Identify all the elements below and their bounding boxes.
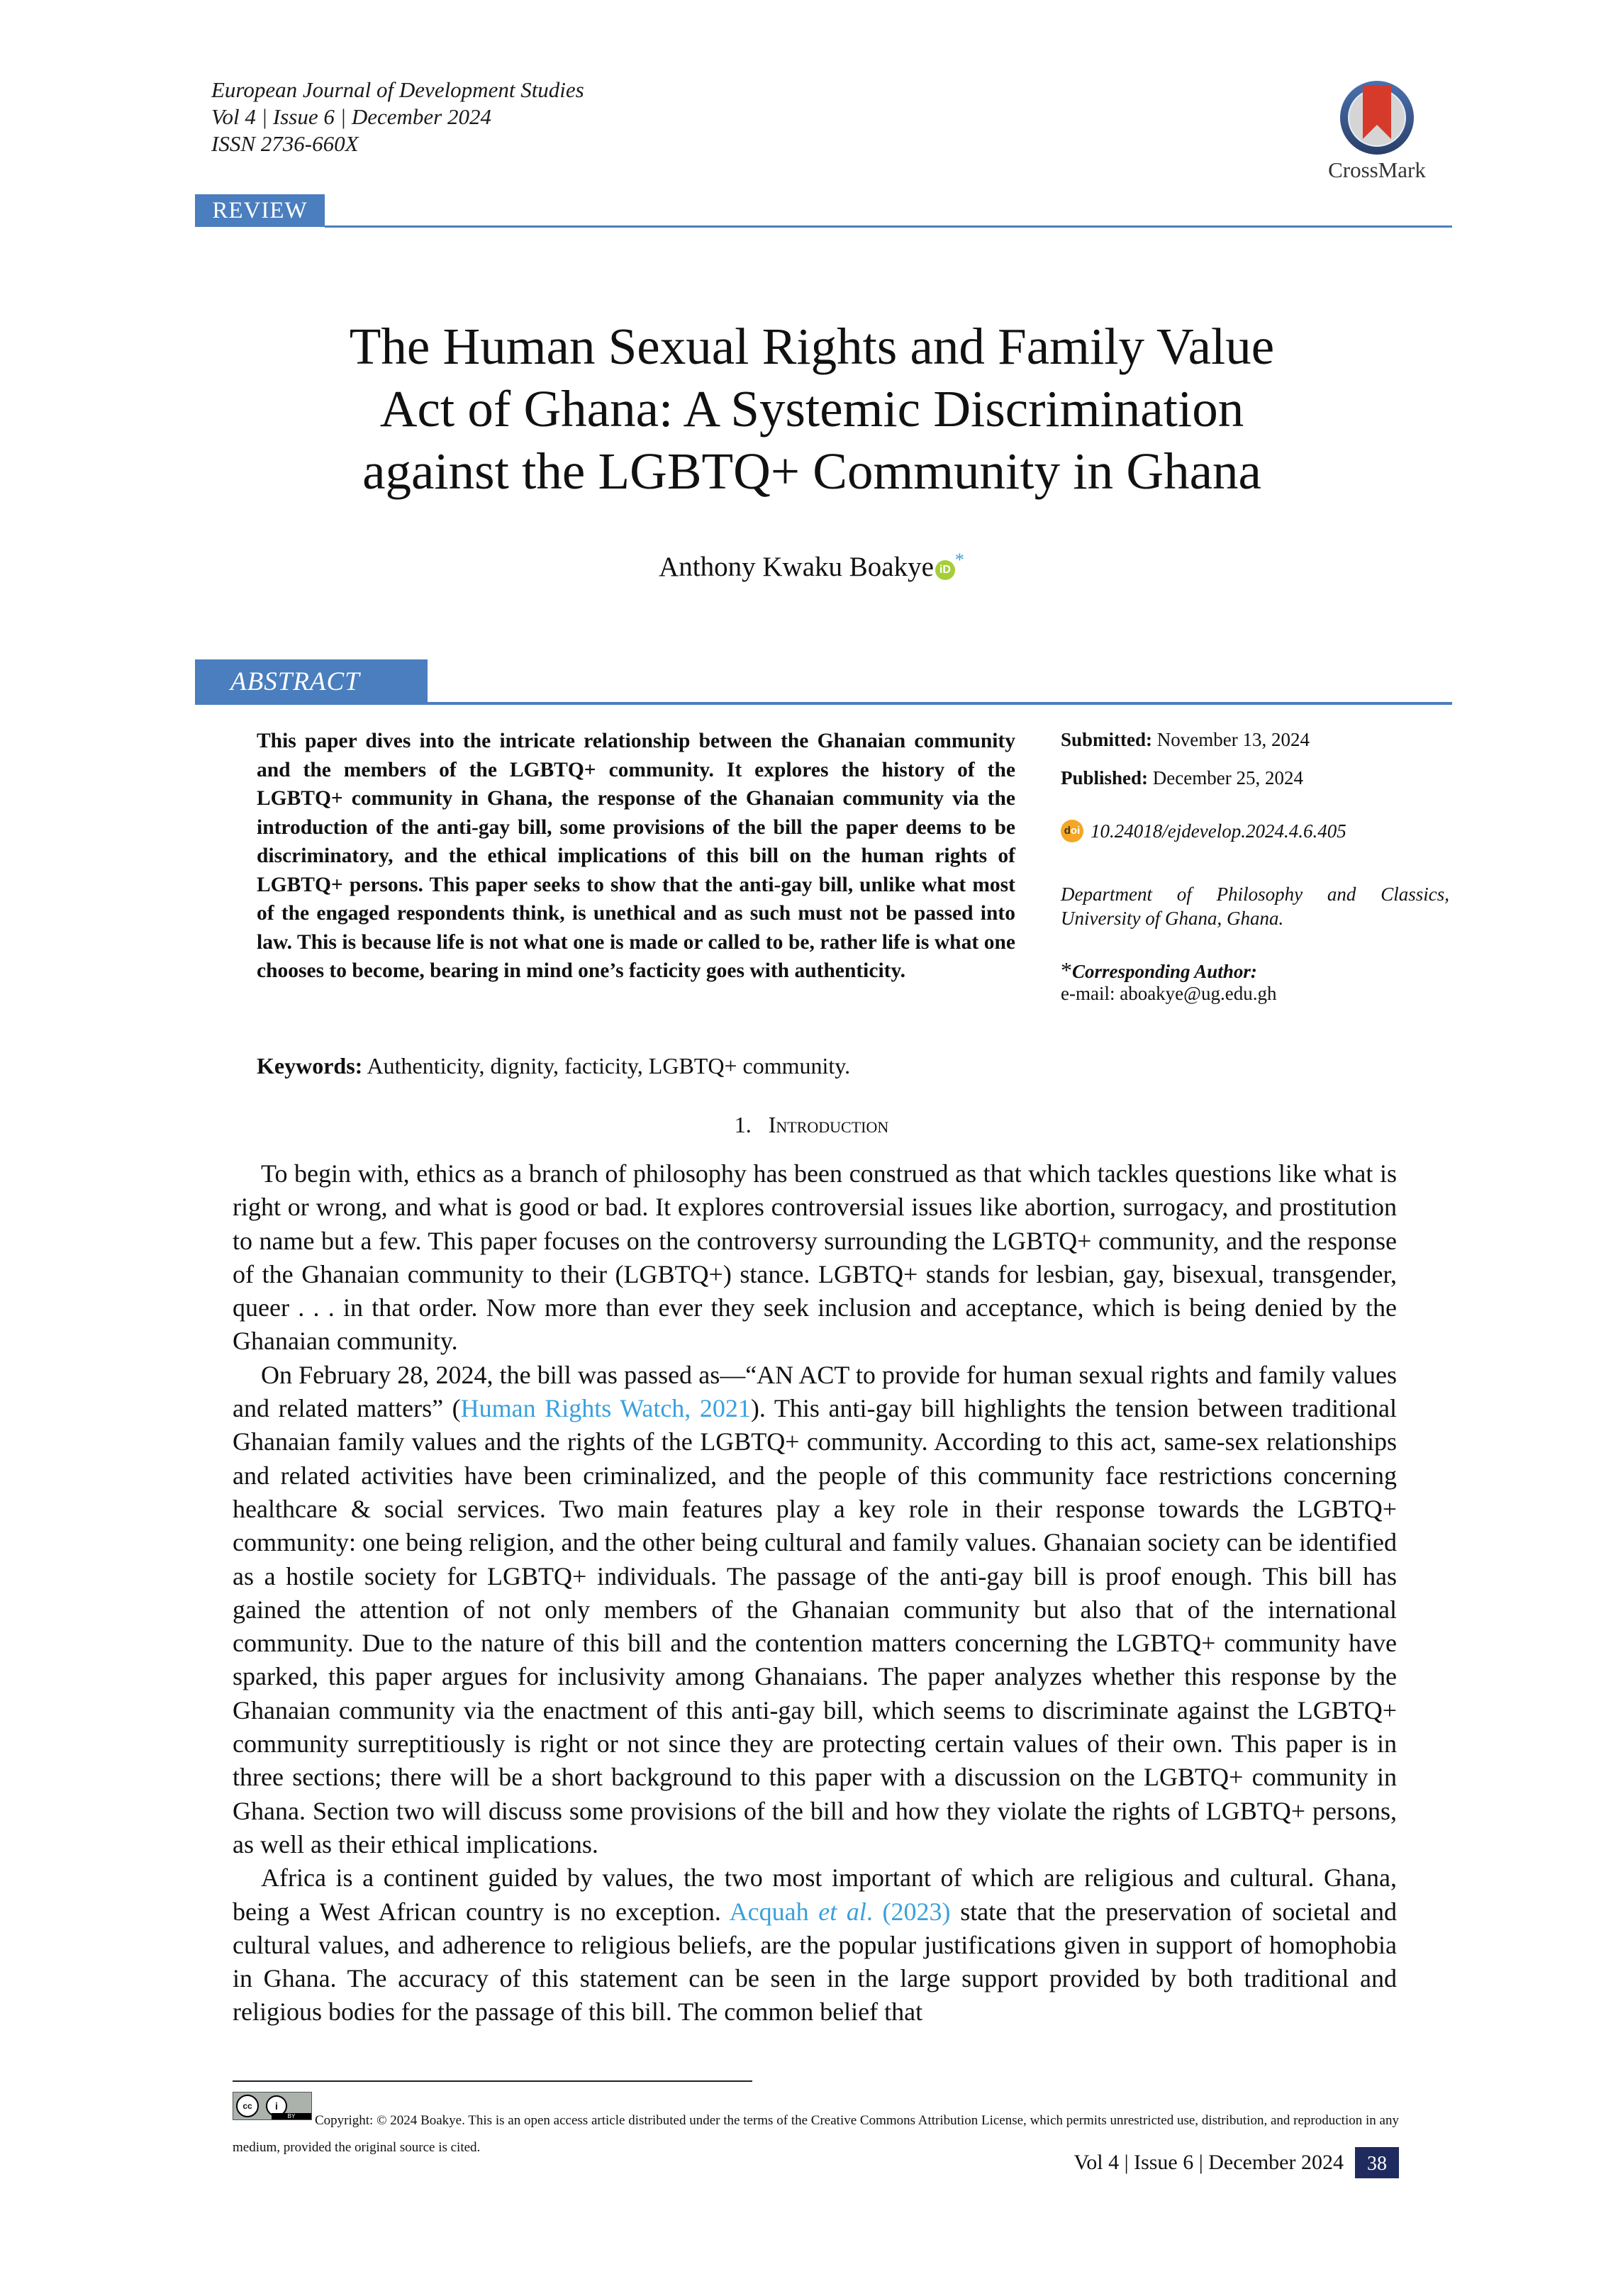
published-row	[1061, 767, 1303, 789]
keywords	[257, 1053, 850, 1079]
paragraph-text: state that the preservation of societal and cultural values, and adherence to religious beliefs, are the popular justifications given in support of homophobia in Ghana. The accuracy of this statement can be seen in the large support provided by both traditional and religious bodies for the passage of this bill. The common belief that	[233, 1897, 1397, 2027]
cc-icon: cc	[236, 2095, 259, 2117]
corresponding-label: Corresponding Author:	[1072, 961, 1257, 982]
paragraph-text: Africa is a continent guided by values, the two most important of which are religious and cultural. Ghana, being a West African country is no exception.	[233, 1863, 1397, 1926]
journal-name: European Journal of Development Studies	[211, 77, 584, 102]
paragraph	[233, 1359, 1397, 1861]
header-divider	[325, 225, 1452, 228]
doi-row[interactable]	[1061, 820, 1346, 842]
paragraph-text: ). This anti-gay bill highlights the tension between traditional Ghanaian family values and the rights of the LGBTQ+ community. According to this act, same-sex relationships and related activities have been criminalized, and the people of this community face restrictions concerning healthcare & social services. Two main features play a key role in their response towards the LGBTQ+ community: one being religion, and the other being cultural and family values. Ghanaian society can be identified as a hostile society for LGBTQ+ individuals. The passage of the anti-gay bill is proof enough. This bill has gained the attention of not only members of the Ghanaian community but also that of the international community. Due to the nature of this bill and the contention matters concerning the LGBTQ+ community have sparked, this paper argues for inclusivity among Ghanaians. The paper analyzes whether this response by the Ghanaian community via the enactment of this anti-gay bill, which seems to discriminate against the LGBTQ+ community surreptitiously is right or not since they are protecting certain values of their own. This paper is in three sections; there will be a short background to this paper with a discussion on the LGBTQ+ community in Ghana. Section two will discuss some provisions of the bill and how they violate the rights of LGBTQ+ persons, as well as their ethical implications.	[233, 1394, 1397, 1858]
keywords-text: Authenticity, dignity, facticity, LGBTQ+ community.	[367, 1053, 851, 1079]
paragraph: To begin with, ethics as a branch of philosophy has been construed as that which tackles questions like what is right or wrong, and what is good or bad. It explores controversial issues like abortion, surrogacy, and prostitution to name but a few. This paper focuses on the controversy surrounding the LGBTQ+ community, and the response of the Ghanaian community to their (LGBTQ+) stance. LGBTQ+ stands for lesbian, gay, bisexual, transgender, queer . . . in that order. Now more than ever they seek inclusion and acceptance, which is being denied by the Ghanaian community.	[233, 1159, 1397, 1356]
title-line: against the LGBTQ+ Community in Ghana	[362, 442, 1261, 500]
asterisk-marker: *	[1061, 957, 1072, 983]
page-footer	[1073, 2147, 1399, 2178]
title-line: Act of Ghana: A Systemic Discrimination	[379, 380, 1244, 438]
footnote-divider	[233, 2080, 752, 2082]
author-line	[0, 550, 1623, 583]
keywords-label: Keywords:	[257, 1053, 363, 1079]
corresponding-author-label	[1061, 957, 1257, 983]
attribution-icon: i	[266, 2095, 287, 2117]
footer-issue: Vol 4 | Issue 6 | December 2024	[1073, 2151, 1344, 2174]
body-text	[233, 1157, 1397, 2029]
section-heading-introduction	[0, 1112, 1623, 1138]
citation-etal: et al	[818, 1897, 866, 1926]
affiliation: Department of Philosophy and Classics, University of Ghana, Ghana.	[1061, 884, 1449, 929]
paragraph-text: On February 28, 2024, the bill was passed as—“AN ACT to provide for human sexual rights and family values and related matters” (	[233, 1360, 1397, 1423]
journal-header	[211, 77, 584, 157]
article-type-badge: REVIEW	[195, 194, 325, 227]
crossmark-button[interactable]	[1320, 79, 1434, 183]
crossmark-label: CrossMark	[1328, 157, 1426, 182]
article-title	[213, 316, 1411, 503]
submitted-row	[1061, 729, 1310, 751]
citation-link[interactable]: Human Rights Watch, 2021	[460, 1394, 751, 1423]
author-name: Anthony Kwaku Boakye	[659, 552, 934, 582]
by-label: BY	[272, 2113, 311, 2119]
submitted-label: Submitted:	[1061, 729, 1153, 750]
title-line: The Human Sexual Rights and Family Value	[349, 318, 1275, 375]
crossmark-icon	[1339, 79, 1415, 156]
abstract-heading: ABSTRACT	[195, 659, 428, 705]
orcid-icon[interactable]: iD	[935, 560, 955, 580]
citation-year: . (2023)	[866, 1897, 951, 1926]
paragraph	[233, 1861, 1397, 2029]
citation-link[interactable]	[730, 1897, 951, 1926]
citation-author: Acquah	[729, 1897, 819, 1926]
page-number: 38	[1355, 2147, 1399, 2178]
doi-link[interactable]: 10.24018/ejdevelop.2024.4.6.405	[1091, 820, 1346, 842]
copyright-notice: Copyright: © 2024 Boakye. This is an open access article distributed under the terms of the Creative Commons Attribution License, which permits unrestricted use, distribution, and reproduction in any medium, provided the original source is cited.	[233, 2113, 1399, 2155]
abstract-divider	[428, 702, 1452, 705]
corresponding-marker-link[interactable]: *	[954, 550, 964, 570]
published-date: December 25, 2024	[1152, 767, 1303, 788]
published-label: Published:	[1061, 767, 1149, 788]
doi-icon: doi	[1061, 820, 1083, 842]
submitted-date: November 13, 2024	[1156, 729, 1310, 750]
section-number: 1.	[734, 1112, 752, 1137]
corresponding-email[interactable]: e-mail: aboakye@ug.edu.gh	[1061, 983, 1277, 1004]
journal-issue: Vol 4 | Issue 6 | December 2024	[211, 104, 491, 129]
section-title: Introduction	[768, 1112, 889, 1137]
journal-issn: ISSN 2736-660X	[211, 131, 359, 156]
abstract-text: This paper dives into the intricate relationship between the Ghanaian community and the members of the LGBTQ+ community. It explores the history of the LGBTQ+ community in Ghana, the response of the Ghanaian community via the introduction of the anti-gay bill, some provisions of the bill the paper deems to be discriminatory, and the ethical implications of this bill on the human rights of LGBTQ+ persons. This paper seeks to show that the anti-gay bill, unlike what most of the engaged respondents think, is unethical and as such must not be passed into law. This is because life is not what one is made or called to be, rather life is what one chooses to become, bearing in mind one’s facticity goes with authenticity.	[257, 730, 1015, 982]
